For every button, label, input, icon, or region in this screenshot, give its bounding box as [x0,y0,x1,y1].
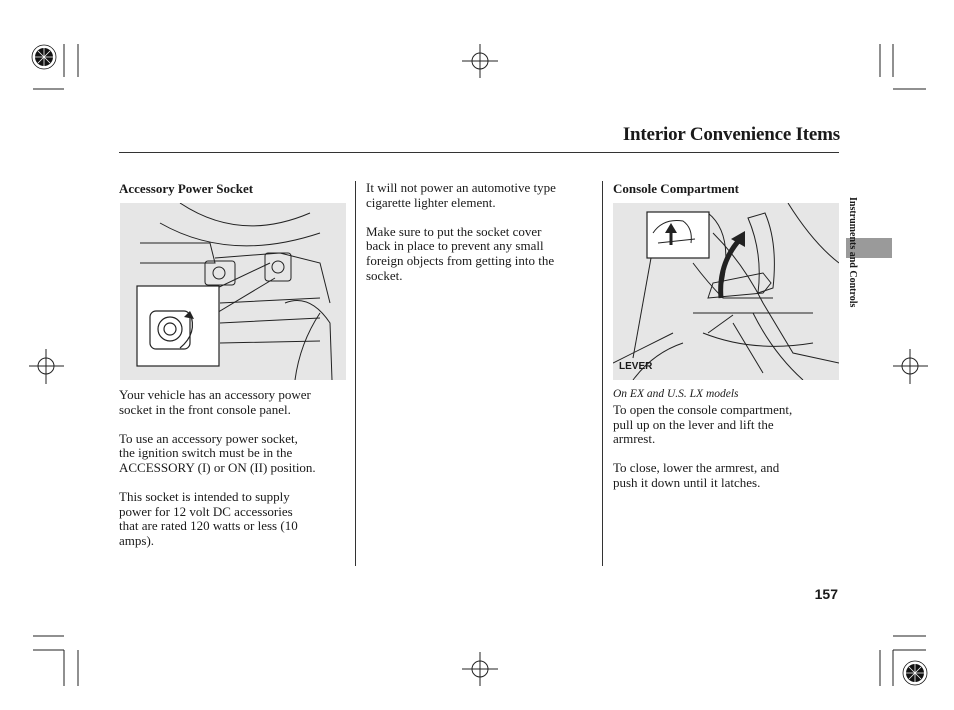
figure-caption: On EX and U.S. LX models [613,388,739,400]
section-heading-power-socket: Accessory Power Socket [119,181,254,196]
paragraph: To close, lower the armrest, and push it down until it latches. [613,460,780,490]
left-column-body [119,388,351,549]
paragraph: Your vehicle has an accessory power socket in the front console panel. [119,387,311,417]
section-heading-console: Console Compartment [613,181,740,196]
lever-label: LEVER [619,361,653,372]
console-compartment-illustration [613,203,839,380]
column-divider [355,181,356,566]
paragraph: To use an accessory power socket, the ignition switch must be in the ACCESSORY (I) or ON (II) position. [119,430,316,475]
power-socket-illustration [120,203,346,380]
right-column-body [613,403,845,491]
paragraph: It will not power an automotive type cigarette lighter element. [366,180,556,210]
paragraph: This socket is intended to supply power for 12 volt DC accessories that are rated 120 watts or less (10 amps). [119,489,298,548]
header-rule [119,152,839,153]
middle-column-body [366,181,598,283]
section-tab-label: Instruments and Controls [847,197,858,308]
paragraph: To open the console compartment, pull up on the lever and lift the armrest. [613,402,793,447]
column-divider [602,181,603,566]
paragraph: Make sure to put the socket cover back in place to prevent any small foreign objects from getting into the socket. [366,223,555,283]
page-number: 157 [814,586,838,602]
page-title: Interior Convenience Items [622,124,840,145]
